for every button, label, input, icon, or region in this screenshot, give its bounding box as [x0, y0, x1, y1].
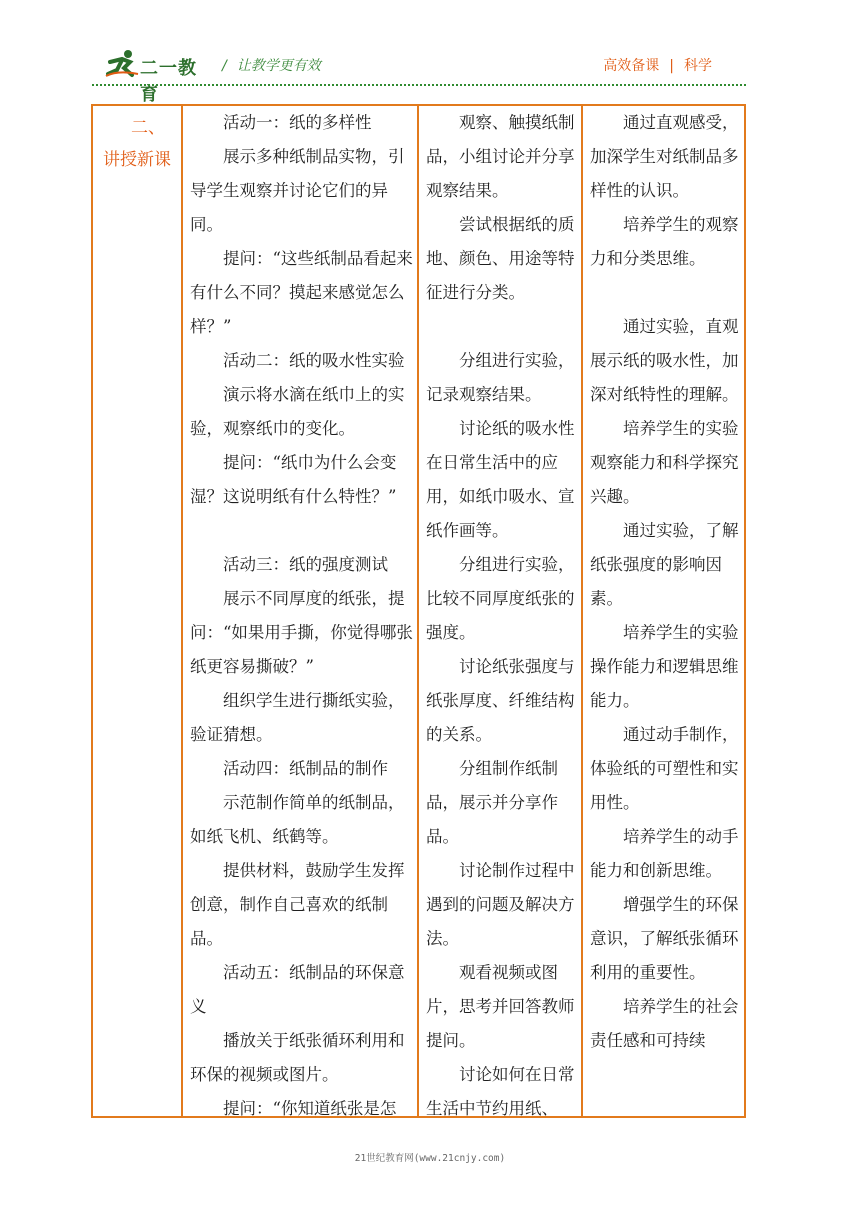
activity-text: 提供材料，鼓励学生发挥创意，制作自己喜欢的纸制品。	[190, 861, 405, 948]
intent-text: 通过动手制作，体验纸的可塑性和实用性。	[590, 725, 739, 812]
section-number: 二、	[131, 118, 165, 138]
slogan: / 让教学更有效	[222, 58, 321, 74]
student-text: 讨论纸的吸水性在日常生活中的应用，如纸巾吸水、宣纸作画等。	[426, 419, 575, 540]
student-text: 分组进行实验，比较不同厚度纸张的强度。	[426, 555, 575, 642]
intent-text: 培养学生的观察力和分类思维。	[590, 215, 739, 268]
section-title: 讲授新课	[103, 150, 171, 170]
lesson-table	[91, 104, 746, 1118]
header-subject: 科学	[684, 58, 712, 74]
activity-text: 播放关于纸张循环利用和环保的视频或图片。	[190, 1031, 405, 1084]
intent-text: 通过直观感受，加深学生对纸制品多样性的认识。	[590, 113, 739, 200]
student-text: 讨论制作过程中遇到的问题及解决方法。	[426, 861, 575, 948]
header-right: 高效备课 | 科学	[603, 58, 712, 74]
activity-text: 展示多种纸制品实物，引导学生观察并讨论它们的异同。	[190, 147, 405, 234]
header-divider	[92, 84, 746, 86]
activity-title: 活动五：纸制品的环保意义	[190, 963, 405, 1016]
student-text: 讨论纸张强度与纸张厚度、纤维结构的关系。	[426, 657, 575, 744]
activity-text: 提问：“这些纸制品看起来有什么不同？摸起来感觉怎么样？”	[190, 249, 413, 336]
intent-text: 通过实验，直观展示纸的吸水性，加深对纸特性的理解。	[590, 317, 739, 404]
intent-text: 培养学生的实验操作能力和逻辑思维能力。	[590, 623, 739, 710]
logo-text: 二一教育	[140, 58, 197, 105]
activity-title: 活动三：纸的强度测试	[223, 555, 388, 574]
activity-title: 活动二：纸的吸水性实验	[223, 351, 405, 370]
running-man-icon	[104, 48, 140, 80]
student-text: 分组进行实验，记录观察结果。	[426, 351, 575, 404]
student-activity-cell	[420, 106, 578, 1126]
column-divider	[181, 106, 183, 1116]
intent-text: 培养学生的动手能力和创新思维。	[590, 827, 739, 880]
activity-text: 提问：“纸巾为什么会变湿？这说明纸有什么特性？”	[190, 453, 397, 506]
header-category: 高效备课	[603, 58, 660, 74]
student-text: 讨论如何在日常生活中节约用纸、	[426, 1065, 575, 1118]
logo	[104, 48, 214, 105]
column-divider	[417, 106, 419, 1116]
column-divider	[581, 106, 583, 1116]
activity-title: 活动一：纸的多样性	[223, 113, 372, 132]
design-intent-cell	[584, 106, 742, 1058]
intent-text: 培养学生的实验观察能力和科学探究兴趣。	[590, 419, 739, 506]
student-text: 观看视频或图片，思考并回答教师提问。	[426, 963, 575, 1050]
student-text: 尝试根据纸的质地、颜色、用途等特征进行分类。	[426, 215, 575, 302]
activity-text: 提问：“你知道纸张是怎	[223, 1099, 397, 1118]
page-header	[0, 0, 860, 105]
activity-text: 示范制作简单的纸制品，如纸飞机、纸鹤等。	[190, 793, 405, 846]
activity-text: 组织学生进行撕纸实验，验证猜想。	[190, 691, 405, 744]
section-label-cell	[93, 112, 181, 176]
page-footer: 21世纪教育网(www.21cnjy.com)	[354, 1153, 506, 1164]
intent-text: 培养学生的社会责任感和可持续	[590, 997, 739, 1050]
intent-text: 通过实验，了解纸张强度的影响因素。	[590, 521, 739, 608]
student-text: 观察、触摸纸制品，小组讨论并分享观察结果。	[426, 113, 575, 200]
activity-title: 活动四：纸制品的制作	[223, 759, 388, 778]
student-text: 分组制作纸制品，展示并分享作品。	[426, 759, 558, 846]
intent-text: 增强学生的环保意识，了解纸张循环利用的重要性。	[590, 895, 739, 982]
teacher-activity-cell	[184, 106, 416, 1126]
activity-text: 演示将水滴在纸巾上的实验，观察纸巾的变化。	[190, 385, 405, 438]
activity-text: 展示不同厚度的纸张，提问：“如果用手撕，你觉得哪张纸更容易撕破？”	[190, 589, 413, 676]
